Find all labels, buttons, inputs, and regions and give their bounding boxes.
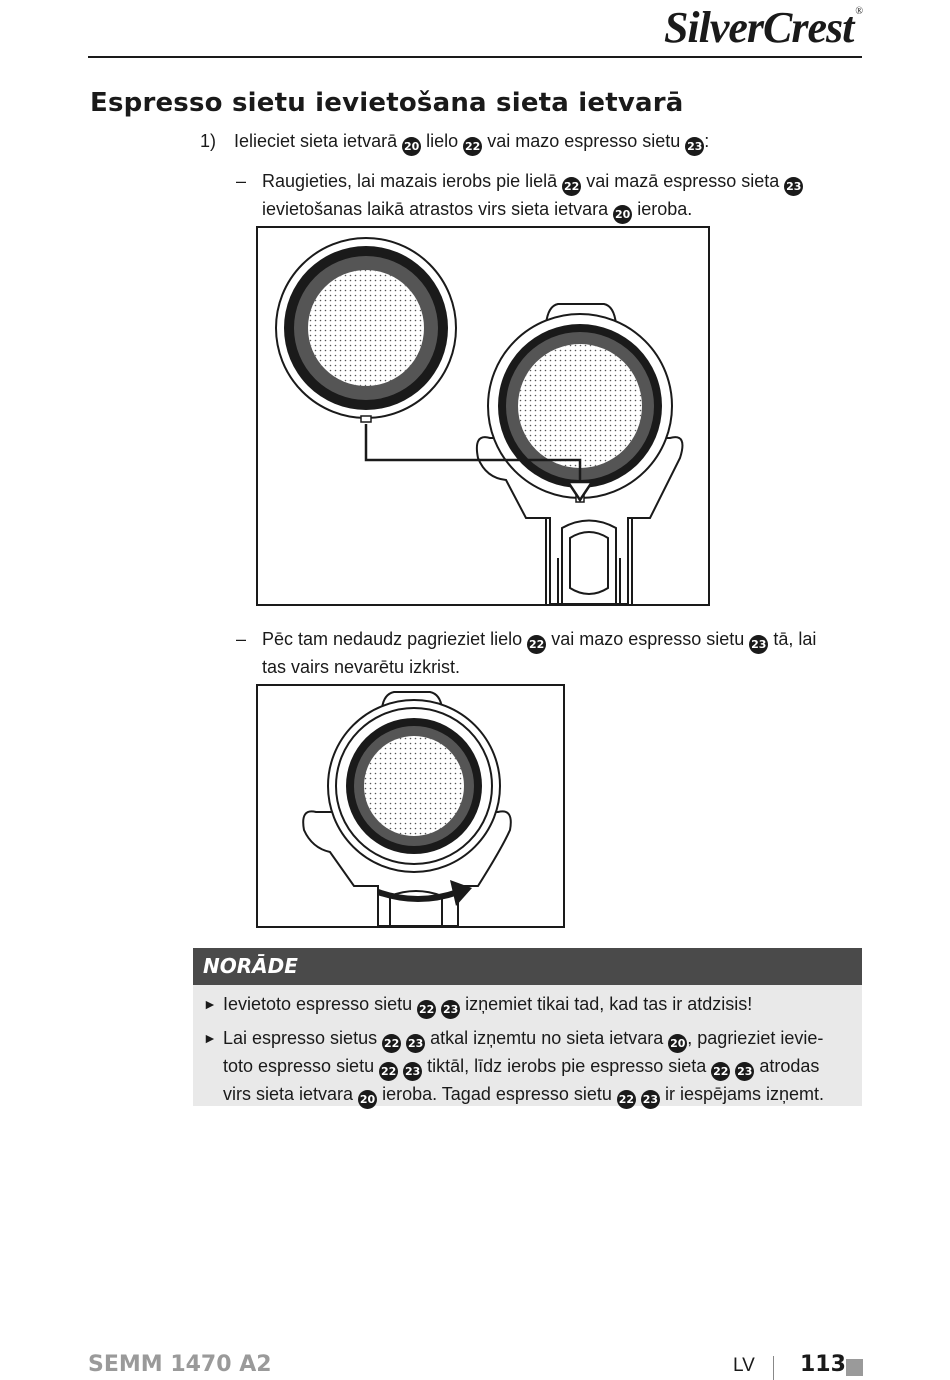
text-segment: Lai espresso sietus xyxy=(223,1028,378,1048)
page-number: 113 xyxy=(800,1352,846,1377)
brand-logo xyxy=(663,3,862,52)
part-number-badge: 23 xyxy=(641,1090,660,1109)
registered-mark: ® xyxy=(855,6,862,17)
text-segment: Raugieties, lai mazais ierobs pie lielā xyxy=(262,171,558,191)
part-number-badge: 22 xyxy=(527,635,546,654)
note-title: NORĀDE xyxy=(193,948,862,985)
note-item-1 xyxy=(193,991,862,1019)
note-line xyxy=(223,1053,848,1081)
part-number-badge: 20 xyxy=(358,1090,377,1109)
detached-sieve xyxy=(276,238,456,422)
part-number-badge: 23 xyxy=(685,137,704,156)
text-segment: Pēc tam nedaudz pagrieziet lielo xyxy=(262,629,523,649)
instruction-dash-1 xyxy=(236,168,851,224)
text-segment: atrodas xyxy=(759,1056,820,1076)
part-number-badge: 22 xyxy=(617,1090,636,1109)
sieve-rotate-drawing xyxy=(258,686,563,926)
page-title: Espresso sietu ievietošana sieta ietvarā xyxy=(90,88,684,118)
text-segment: ieroba. Tagad espresso sietu xyxy=(382,1084,612,1104)
note-box xyxy=(193,948,862,1106)
text-segment: ieroba. xyxy=(637,199,693,219)
part-number-badge: 23 xyxy=(403,1062,422,1081)
step-text: Ielieciet sieta ietvarā xyxy=(234,131,398,151)
step-text: : xyxy=(704,131,710,151)
part-number-badge: 23 xyxy=(784,177,803,196)
instruction-line xyxy=(262,196,851,224)
note-item-2 xyxy=(193,1025,862,1109)
part-number-badge: 22 xyxy=(463,137,482,156)
note-line xyxy=(223,1081,848,1109)
language-code: LV xyxy=(733,1355,755,1376)
text-segment: vai mazo espresso sietu xyxy=(551,629,745,649)
part-number-badge: 22 xyxy=(562,177,581,196)
text-segment: vai mazā espresso sieta xyxy=(586,171,780,191)
text-segment: Ievietoto espresso sietu xyxy=(223,994,413,1014)
sieve-alignment-drawing xyxy=(258,228,708,604)
header-rule xyxy=(88,56,862,58)
part-number-badge: 20 xyxy=(668,1034,687,1053)
text-segment: toto espresso sietu xyxy=(223,1056,375,1076)
instruction-line: tas vairs nevarētu izkrist. xyxy=(262,657,461,677)
part-number-badge: 23 xyxy=(441,1000,460,1019)
part-number-badge: 22 xyxy=(711,1062,730,1081)
step-marker: 1) xyxy=(200,131,217,151)
part-number-badge: 23 xyxy=(749,635,768,654)
dash-marker: – xyxy=(236,629,247,649)
footer-square-icon xyxy=(846,1359,863,1376)
text-segment: tā, lai xyxy=(773,629,817,649)
note-line xyxy=(223,1025,848,1053)
step-text: lielo xyxy=(426,131,459,151)
text-segment: ievietošanas laikā atrastos virs sieta ietvara xyxy=(262,199,609,219)
text-segment: ir iespējams izņemt. xyxy=(664,1084,824,1104)
part-number-badge: 22 xyxy=(379,1062,398,1081)
part-number-badge: 23 xyxy=(406,1034,425,1053)
part-number-badge: 20 xyxy=(613,205,632,224)
text-segment: atkal izņemtu no sieta ietvara xyxy=(430,1028,664,1048)
sieve-in-holder xyxy=(328,700,500,872)
part-number-badge: 22 xyxy=(417,1000,436,1019)
text-segment: virs sieta ietvara xyxy=(223,1084,354,1104)
step-1 xyxy=(200,128,860,156)
dash-marker: – xyxy=(236,171,247,191)
part-number-badge: 22 xyxy=(382,1034,401,1053)
illustration-sieve-rotate xyxy=(256,684,565,928)
footer-separator xyxy=(773,1356,774,1380)
text-segment: tiktāl, līdz ierobs pie espresso sieta xyxy=(427,1056,707,1076)
brand-name: SilverCrest xyxy=(663,3,854,52)
illustration-sieve-alignment xyxy=(256,226,710,606)
model-number: SEMM 1470 A2 xyxy=(88,1352,272,1377)
instruction-line xyxy=(262,168,851,196)
bullet-icon: ► xyxy=(203,996,217,1012)
instruction-dash-2 xyxy=(236,626,851,680)
instruction-line xyxy=(262,626,851,654)
bullet-icon: ► xyxy=(203,1030,217,1046)
part-number-badge: 23 xyxy=(735,1062,754,1081)
part-number-badge: 20 xyxy=(402,137,421,156)
step-text: vai mazo espresso sietu xyxy=(487,131,681,151)
text-segment: , pagrieziet ievie- xyxy=(687,1028,824,1048)
text-segment: izņemiet tikai tad, kad tas ir atdzisis! xyxy=(465,994,753,1014)
